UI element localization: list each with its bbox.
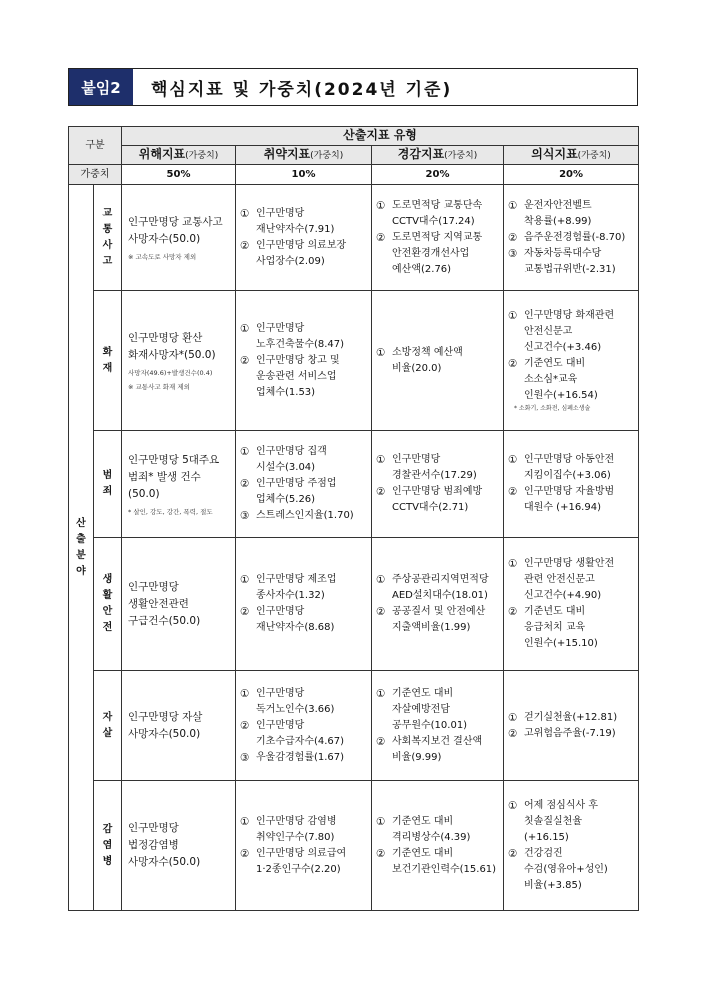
item-number: ① [240,446,250,458]
item-text [392,345,499,377]
item-line: 고위험음주율(-7.19) [524,727,616,739]
item-line: 인구만명당 [256,606,305,617]
item-number: ① [508,711,518,724]
item-line: 안전신문고 [524,325,573,337]
indicator-item [508,230,634,246]
item-number: ② [240,354,250,367]
indicator-item [508,846,634,894]
item-text [392,484,499,516]
item-number: ② [376,231,386,244]
item-number: ② [240,847,250,860]
aware-cell [504,538,639,671]
row-label: 범 죄 [94,431,122,538]
item-line: 소방정책 예산액 [392,346,463,358]
item-text [256,238,367,270]
item-line: 우울감경험률(1.67) [256,751,345,763]
title-banner [68,68,638,106]
item-text [256,206,367,238]
item-number: ① [376,574,386,586]
item-line: 비율(9.99) [392,751,442,763]
item-number: ② [376,606,386,618]
indicator-item [240,321,367,353]
item-text [392,814,499,846]
item-number: ② [508,486,518,498]
item-number: ① [376,199,386,212]
indicator-item [240,476,367,508]
indicator-item [240,238,367,270]
indicator-item [508,484,634,516]
harm-cell [122,781,236,911]
item-line: 도로면적당 교통단속 [392,199,483,211]
item-line: 인원수(+15.10) [524,638,598,649]
table-row [69,538,639,671]
item-line: 격리병상수(4.39) [392,831,471,843]
item-line: 인구만명당 감염병 [256,815,337,827]
harm-note: ※ 교통사고 화재 제외 [128,382,190,391]
item-text [524,798,634,846]
item-line: 기준연도 대비 [392,687,454,699]
item-number: ③ [240,510,250,522]
indicator-item [508,798,634,846]
indicator-item [508,452,634,484]
item-line: 자동차등록대수당 [524,247,602,259]
item-number: ② [376,847,386,860]
item-line: 대원수 (+16.94) [524,502,601,513]
item-text [524,484,634,516]
appendix-badge: 붙임2 [69,69,133,105]
indicator-item [376,452,499,484]
item-line: (+16.15) [524,831,569,843]
weight-label: 가중치 [69,165,122,185]
item-text [256,476,367,508]
item-line: 착용률(+8.99) [524,215,592,227]
item-text [524,710,634,726]
item-number: ② [508,231,518,244]
item-text [392,452,499,484]
indicator-item [376,686,499,734]
item-number: ① [376,815,386,828]
mitig-cell [372,781,504,911]
item-text [392,686,499,734]
harm-text: 구급건수(50.0) [128,614,201,627]
item-text [524,452,634,484]
column-header-mitigation: 경감지표(가중치) [372,146,504,165]
item-line: 도로면적당 지역교통 [392,231,483,243]
item-line: 인구만명당 [256,322,305,334]
item-number: ① [508,309,518,322]
item-text [524,846,634,894]
item-line: 사업장수(2.09) [256,255,325,267]
mitig-cell [372,291,504,431]
item-text [256,814,367,846]
item-line: 어제 점심식사 후 [524,799,598,811]
item-text [392,230,499,278]
item-line: 인구만명당 [256,207,305,219]
harm-cell [122,671,236,781]
category-header: 구분 [69,127,122,165]
item-line: 지킴이집수(+3.06) [524,470,611,481]
item-number: ② [376,486,386,498]
indicator-item [240,206,367,238]
item-line: 기준연도 대비 [392,847,454,859]
item-number: ② [508,606,518,618]
side-label: 산 출 분 야 [69,185,94,911]
harm-cell [122,538,236,671]
indicator-item [240,604,367,636]
item-line: 신고건수(+3.46) [524,341,602,353]
harm-note: 사망자(49.6)+발생건수(0.4) [128,368,213,377]
vuln-cell [236,291,372,431]
page-title: 핵심지표 및 가중치(2024년 기준) [151,79,453,100]
item-line: 인구만명당 [392,454,441,465]
mitig-cell [372,431,504,538]
item-number: ① [240,322,250,335]
table-row [69,671,639,781]
item-line: 인구만명당 [256,687,305,699]
indicator-item [240,444,367,476]
harm-text: 인구만명당 [128,822,179,834]
item-line: 기준연도 대비 [524,357,586,369]
harm-cell [122,431,236,538]
weight-mitigation: 20% [372,165,504,185]
item-line: 관련 안전신문고 [524,574,595,585]
indicator-item [376,814,499,846]
item-line: 재난약자수(7.91) [256,223,335,235]
harm-text: 인구만명당 교통사고 [128,215,223,228]
item-line: 1·2종인구수(2.20) [256,863,341,875]
harm-text: 법정감염병 [128,839,179,851]
weight-harm: 50% [122,165,236,185]
harm-text: 인구만명당 자살 [128,710,203,723]
harm-cell [122,291,236,431]
item-line: 공무원수(10.01) [392,719,468,731]
item-line: 걷기실천율(+12.81) [524,711,618,723]
item-text [256,718,367,750]
item-line: 지출액비율(1.99) [392,622,471,633]
item-number: ① [240,687,250,700]
item-line: 비율(+3.85) [524,879,582,891]
item-text [524,556,634,604]
aware-cell [504,671,639,781]
indicator-item [240,508,367,524]
mitig-cell [372,538,504,671]
item-number: ② [508,847,518,860]
item-number: ① [508,454,518,466]
item-line: 경찰관서수(17.29) [392,470,477,481]
item-line: 운송관련 서비스업 [256,370,337,382]
item-text [256,321,367,353]
indicator-item [508,198,634,230]
harm-text: 생활안전관련 [128,597,189,610]
item-line: AED설치대수(18.01) [392,590,488,601]
item-text [524,230,634,246]
item-text [392,734,499,766]
item-number: ① [376,687,386,700]
harm-text: 사망자수(50.0) [128,856,201,868]
item-line: 주상공관리지역면적당 [392,574,489,585]
item-line: 건강검진 [524,847,563,859]
indicator-item [240,572,367,604]
item-line: 인구만명당 범죄예방 [392,486,483,497]
item-text [524,308,634,356]
item-number: ② [240,239,250,252]
indicator-item [376,734,499,766]
group-header: 산출지표 유형 [122,127,639,146]
indicator-item [376,345,499,377]
harm-text: 사망자수(50.0) [128,727,201,740]
harm-cell [122,185,236,291]
indicator-item [240,686,367,718]
item-line: 취약인구수(7.80) [256,831,335,843]
row-label: 교 통 사 고 [94,185,122,291]
indicator-item [508,246,634,278]
item-text [392,572,499,604]
item-number: ③ [240,751,250,764]
indicator-item [376,230,499,278]
item-text [392,604,499,636]
item-line: 수검(영유아+성인) [524,863,608,875]
item-number: ① [508,199,518,212]
item-text [256,846,367,878]
item-number: ② [376,735,386,748]
harm-note: ※ 고속도로 사망자 제외 [128,252,197,261]
item-line: 종사자수(1.32) [256,590,325,601]
harm-text: 사망자수(50.0) [128,232,201,245]
item-number: ③ [508,247,518,260]
indicator-item [240,718,367,750]
item-text [524,604,634,652]
indicator-item [376,198,499,230]
indicator-item [508,726,634,742]
item-line: 인구만명당 집객 [256,446,327,457]
item-text [392,198,499,230]
item-line: 응급처치 교육 [524,622,586,633]
weight-awareness: 20% [504,165,639,185]
item-line: 인구만명당 자율방범 [524,486,615,497]
aware-cell [504,291,639,431]
item-text [524,356,634,404]
item-text [256,353,367,401]
indicator-item [508,604,634,652]
item-number: ② [508,357,518,370]
item-line: 인구만명당 의료급여 [256,847,347,859]
row-label: 자 살 [94,671,122,781]
item-line: 안전환경개선사업 [392,247,470,259]
indicator-item [240,353,367,401]
item-number: ① [376,346,386,359]
row-label: 생 활 안 전 [94,538,122,671]
item-text [392,846,499,878]
column-header-vulnerability: 취약지표(가중치) [236,146,372,165]
weight-vulnerability: 10% [236,165,372,185]
item-line: 예산액(2.76) [392,263,452,275]
item-number: ① [376,454,386,466]
item-line: 노후건축물수(8.47) [256,338,345,350]
harm-text: 범죄* 발생 건수(50.0) [128,470,201,500]
indicator-item [508,710,634,726]
harm-text: 인구만명당 [128,580,179,593]
item-line: 인구만명당 의료보장 [256,239,347,251]
item-line: 업체수(5.26) [256,494,316,505]
indicator-item [508,556,634,604]
item-line: 인구만명당 제조업 [256,574,337,585]
item-number: ① [240,815,250,828]
table-row [69,291,639,431]
indicator-table [68,126,639,911]
item-line: 공공질서 및 안전예산 [392,606,486,617]
indicator-item [376,572,499,604]
harm-note: * 살인, 강도, 강간, 폭력, 절도 [128,507,213,516]
vuln-cell [236,781,372,911]
mitig-cell [372,185,504,291]
item-line: 인구만명당 [256,719,305,731]
item-line: CCTV대수(17.24) [392,215,475,227]
column-header-awareness: 의식지표(가중치) [504,146,639,165]
item-line: 운전자안전벨트 [524,199,592,211]
table-row [69,781,639,911]
item-number: ② [508,727,518,740]
item-line: CCTV대수(2.71) [392,502,469,513]
item-line: 인구만명당 아동안전 [524,454,615,465]
item-line: 업체수(1.53) [256,386,316,398]
item-line: 사회복지보건 결산액 [392,735,483,747]
aware-cell [504,185,639,291]
item-text [256,750,367,766]
item-text [256,686,367,718]
item-line: 소소심*교육 [524,373,578,385]
item-text [256,572,367,604]
item-line: 기초수급자수(4.67) [256,735,345,747]
item-line: 기준년도 대비 [524,606,586,617]
item-line: 기준연도 대비 [392,815,454,827]
item-line: 음주운전경험률(-8.70) [524,231,626,243]
item-line: 인원수(+16.54) [524,389,598,401]
vuln-cell [236,538,372,671]
table-row [69,431,639,538]
item-line: 보건기관인력수(15.61) [392,863,497,875]
item-text [256,508,367,524]
item-number: ① [508,799,518,812]
item-text [256,444,367,476]
item-text [524,246,634,278]
item-number: ② [240,606,250,618]
indicator-item [240,750,367,766]
indicator-item [240,814,367,846]
item-line: 재난약자수(8.68) [256,622,335,633]
item-line: 신고건수(+4.90) [524,590,602,601]
vuln-cell [236,431,372,538]
row-label: 감 염 병 [94,781,122,911]
item-number: ① [240,207,250,220]
indicator-item [240,846,367,878]
table-row [69,185,639,291]
footnote: * 소화기, 소화전, 심폐소생술 [514,404,591,412]
harm-text: 인구만명당 환산 [128,331,203,344]
item-number: ① [240,574,250,586]
item-text [256,604,367,636]
item-line: 비율(20.0) [392,362,442,374]
item-line: 자살예방전담 [392,703,450,715]
row-label: 화 재 [94,291,122,431]
item-line: 교통법규위반(-2.31) [524,263,616,275]
vuln-cell [236,671,372,781]
vuln-cell [236,185,372,291]
indicator-item [376,846,499,878]
item-number: ① [508,558,518,570]
item-line: 인구만명당 창고 및 [256,354,340,366]
item-line: 인구만명당 주점업 [256,478,337,489]
column-header-harm: 위해지표(가중치) [122,146,236,165]
aware-cell [504,431,639,538]
indicator-item [508,308,634,356]
mitig-cell [372,671,504,781]
harm-text: 인구만명당 5대주요 [128,453,220,466]
item-line: 칫솔질실천율 [524,815,582,827]
aware-cell [504,781,639,911]
harm-text: 화재사망자*(50.0) [128,348,216,361]
indicator-item [508,356,634,404]
item-text [524,726,634,742]
item-text [524,198,634,230]
indicator-item [376,484,499,516]
item-number: ② [240,719,250,732]
item-number: ② [240,478,250,490]
item-line: 인구만명당 화재관련 [524,309,615,321]
indicator-item [376,604,499,636]
item-line: 인구만명당 생활안전 [524,558,615,569]
item-line: 독거노인수(3.66) [256,703,335,715]
item-line: 시설수(3.04) [256,462,316,473]
item-line: 스트레스인지율(1.70) [256,510,354,521]
